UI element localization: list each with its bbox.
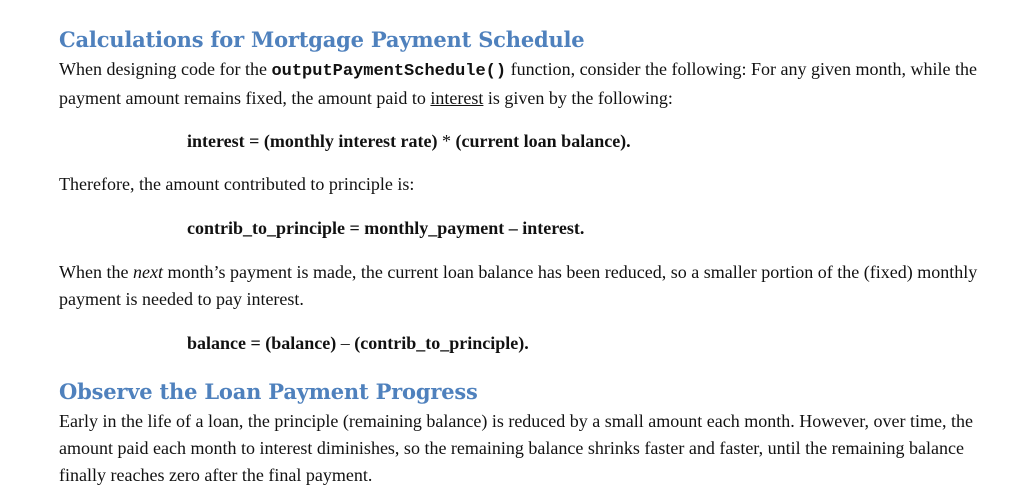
next-month-text-start: When the (59, 262, 133, 282)
next-emphasis: next (132, 262, 163, 282)
intro-text-start: When designing code for the (59, 59, 272, 79)
document-page (59, 24, 979, 489)
principle-intro-paragraph: Therefore, the amount contributed to principle is: (59, 174, 415, 194)
intro-text-middle: function, consider the following: For any given month, while the payment amount remains fixed, the amount paid to (59, 59, 977, 108)
interest-formula-right: (current loan balance). (451, 131, 631, 151)
balance-formula-left: balance = (balance) (187, 333, 341, 353)
principle-formula: contrib_to_principle = monthly_payment – interest. (187, 218, 585, 238)
interest-formula-operator: * (442, 131, 452, 151)
balance-formula-operator: – (340, 333, 350, 353)
section-heading-progress: Observe the Loan Payment Progress (59, 379, 478, 404)
progress-paragraph: Early in the life of a loan, the principle (remaining balance) is reduced by a small amount each month. However, over time, the amount paid each month to interest diminishes, so the remaining balance shrinks faster and faster, until the remaining balance finally reaches zero after the final payment. (59, 411, 973, 485)
intro-paragraph (59, 56, 979, 112)
interest-formula-left: interest = (monthly interest rate) (187, 131, 443, 151)
function-name-code: outputPaymentSchedule() (271, 62, 507, 81)
balance-formula (59, 330, 979, 357)
interest-underlined-term: interest (430, 88, 484, 108)
interest-formula (59, 128, 979, 155)
balance-formula-right: (contrib_to_principle). (349, 333, 529, 353)
next-month-text-end: month’s payment is made, the current loan balance has been reduced, so a smaller portion of the (fixed) monthly payment is needed to pay interest. (59, 262, 978, 309)
next-month-paragraph (59, 259, 979, 313)
section-heading-calculations: Calculations for Mortgage Payment Schedule (59, 27, 585, 52)
intro-text-end: is given by the following: (483, 88, 673, 108)
